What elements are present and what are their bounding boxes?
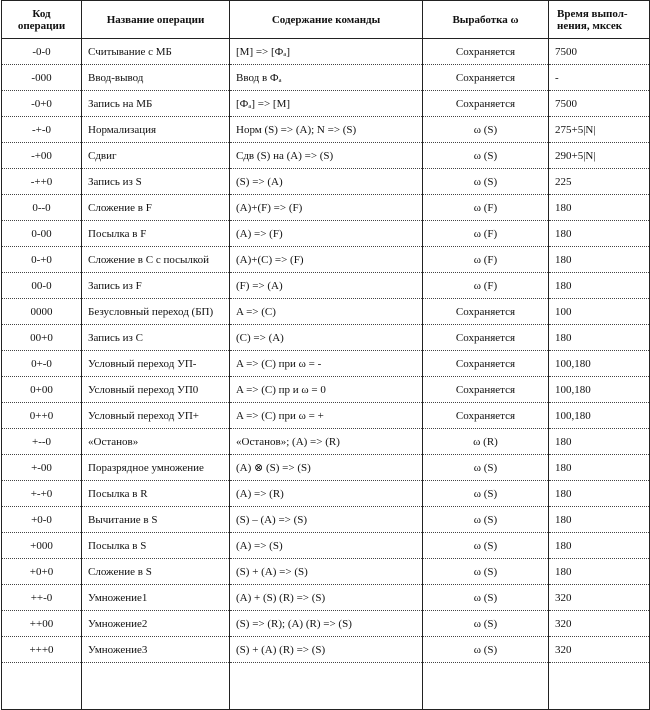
- cell-code: +0-0: [2, 507, 82, 533]
- cell-content: (A) => (R): [230, 481, 423, 507]
- header-row: [2, 1, 650, 39]
- cell-content: (S) => (A): [230, 169, 423, 195]
- table-row: [2, 221, 650, 247]
- cell-time: 100,180: [549, 377, 650, 403]
- cell-omega: ω (S): [423, 585, 549, 611]
- cell-content: (S) – (A) => (S): [230, 507, 423, 533]
- cell-time: 100: [549, 299, 650, 325]
- cell-content: A => (C) при ω = +: [230, 403, 423, 429]
- cell-name: Умножение2: [82, 611, 230, 637]
- cell-omega: Сохраняется: [423, 351, 549, 377]
- table-row: [2, 39, 650, 65]
- cell-content: [M] => [Фₐ]: [230, 39, 423, 65]
- cell-name: Умножение3: [82, 637, 230, 663]
- cell-omega: Сохраняется: [423, 299, 549, 325]
- cell-code: +-00: [2, 455, 82, 481]
- cell-name: Посылка в S: [82, 533, 230, 559]
- cell-content: (A) => (S): [230, 533, 423, 559]
- cell-omega: ω (S): [423, 117, 549, 143]
- cell-content: (A) ⊗ (S) => (S): [230, 455, 423, 481]
- cell-omega: ω (S): [423, 143, 549, 169]
- cell-content: A => (C): [230, 299, 423, 325]
- cell-content: (S) + (A) (R) => (S): [230, 637, 423, 663]
- empty-cell: [82, 663, 230, 710]
- cell-code: ++00: [2, 611, 82, 637]
- cell-time: 180: [549, 559, 650, 585]
- cell-name: Сдвиг: [82, 143, 230, 169]
- cell-time: 180: [549, 221, 650, 247]
- cell-code: 0000: [2, 299, 82, 325]
- cell-name: Ввод-вывод: [82, 65, 230, 91]
- cell-time: 180: [549, 481, 650, 507]
- cell-name: Условный переход УП-: [82, 351, 230, 377]
- table-row: [2, 637, 650, 663]
- cell-time: 100,180: [549, 351, 650, 377]
- table-row: [2, 273, 650, 299]
- cell-code: +++0: [2, 637, 82, 663]
- cell-time: -: [549, 65, 650, 91]
- table-header: [2, 1, 650, 39]
- cell-time: 180: [549, 273, 650, 299]
- header-content: Содержание команды: [230, 1, 423, 39]
- cell-time: 320: [549, 637, 650, 663]
- cell-name: Запись из F: [82, 273, 230, 299]
- cell-code: -+00: [2, 143, 82, 169]
- cell-name: Условный переход УП0: [82, 377, 230, 403]
- operations-table: [1, 0, 650, 710]
- cell-name: Нормализация: [82, 117, 230, 143]
- cell-code: 00+0: [2, 325, 82, 351]
- cell-code: -0+0: [2, 91, 82, 117]
- cell-time: 275+5|N|: [549, 117, 650, 143]
- table-row: [2, 611, 650, 637]
- table-row: [2, 65, 650, 91]
- cell-time: 180: [549, 195, 650, 221]
- header-time: Время выпол-нения, мксек: [549, 1, 650, 39]
- cell-content: (S) + (A) => (S): [230, 559, 423, 585]
- cell-time: 320: [549, 611, 650, 637]
- cell-time: 320: [549, 585, 650, 611]
- table-row: [2, 403, 650, 429]
- cell-name: Считывание с МБ: [82, 39, 230, 65]
- cell-omega: ω (F): [423, 195, 549, 221]
- empty-cell: [423, 663, 549, 710]
- cell-omega: Сохраняется: [423, 377, 549, 403]
- empty-cell: [549, 663, 650, 710]
- cell-content: Норм (S) => (A); N => (S): [230, 117, 423, 143]
- table-row: [2, 143, 650, 169]
- cell-content: (A) => (F): [230, 221, 423, 247]
- cell-name: Запись из С: [82, 325, 230, 351]
- cell-omega: ω (S): [423, 559, 549, 585]
- cell-time: 7500: [549, 91, 650, 117]
- cell-name: Сложение в F: [82, 195, 230, 221]
- cell-omega: Сохраняется: [423, 325, 549, 351]
- cell-content: A => (C) при ω = -: [230, 351, 423, 377]
- cell-time: 180: [549, 247, 650, 273]
- table-row: [2, 585, 650, 611]
- cell-content: «Останов»; (A) => (R): [230, 429, 423, 455]
- cell-name: «Останов»: [82, 429, 230, 455]
- empty-cell: [2, 663, 82, 710]
- cell-code: +000: [2, 533, 82, 559]
- cell-time: 225: [549, 169, 650, 195]
- cell-omega: ω (S): [423, 481, 549, 507]
- cell-name: Сложение в S: [82, 559, 230, 585]
- cell-omega: ω (S): [423, 533, 549, 559]
- cell-omega: ω (F): [423, 273, 549, 299]
- cell-code: 0+-0: [2, 351, 82, 377]
- table-row: [2, 507, 650, 533]
- cell-time: 7500: [549, 39, 650, 65]
- operations-table-document: [1, 0, 649, 693]
- table-row: [2, 429, 650, 455]
- header-omega: Выработка ω: [423, 1, 549, 39]
- cell-name: Посылка в R: [82, 481, 230, 507]
- cell-code: 0-00: [2, 221, 82, 247]
- cell-content: (A)+(C) => (F): [230, 247, 423, 273]
- cell-omega: Сохраняется: [423, 91, 549, 117]
- cell-name: Запись на МБ: [82, 91, 230, 117]
- cell-code: 0+00: [2, 377, 82, 403]
- table-row: [2, 533, 650, 559]
- table-row: [2, 169, 650, 195]
- cell-content: (S) => (R); (A) (R) => (S): [230, 611, 423, 637]
- header-name: Название операции: [82, 1, 230, 39]
- cell-omega: ω (S): [423, 637, 549, 663]
- table-row: [2, 559, 650, 585]
- cell-code: -+-0: [2, 117, 82, 143]
- table-body: [2, 39, 650, 710]
- cell-time: 180: [549, 533, 650, 559]
- table-row: [2, 195, 650, 221]
- cell-content: [Фₐ] => [M]: [230, 91, 423, 117]
- cell-code: 0--0: [2, 195, 82, 221]
- table-row: [2, 117, 650, 143]
- cell-omega: ω (S): [423, 611, 549, 637]
- cell-omega: Сохраняется: [423, 65, 549, 91]
- header-code: Код операции: [2, 1, 82, 39]
- cell-code: 00-0: [2, 273, 82, 299]
- cell-name: Посылка в F: [82, 221, 230, 247]
- table-row: [2, 351, 650, 377]
- table-row: [2, 325, 650, 351]
- cell-time: 290+5|N|: [549, 143, 650, 169]
- cell-code: -++0: [2, 169, 82, 195]
- cell-time: 180: [549, 325, 650, 351]
- cell-omega: ω (S): [423, 169, 549, 195]
- table-row: [2, 247, 650, 273]
- cell-name: Поразрядное умножение: [82, 455, 230, 481]
- cell-omega: ω (R): [423, 429, 549, 455]
- cell-code: ++-0: [2, 585, 82, 611]
- table-row: [2, 299, 650, 325]
- cell-content: (F) => (A): [230, 273, 423, 299]
- empty-row: [2, 663, 650, 710]
- empty-cell: [230, 663, 423, 710]
- cell-code: -0-0: [2, 39, 82, 65]
- cell-content: (A) + (S) (R) => (S): [230, 585, 423, 611]
- cell-content: Ввод в Фₐ: [230, 65, 423, 91]
- cell-omega: Сохраняется: [423, 403, 549, 429]
- cell-omega: ω (F): [423, 221, 549, 247]
- cell-content: Сдв (S) на (A) => (S): [230, 143, 423, 169]
- cell-name: Запись из S: [82, 169, 230, 195]
- cell-content: (A)+(F) => (F): [230, 195, 423, 221]
- table-row: [2, 377, 650, 403]
- cell-name: Условный переход УП+: [82, 403, 230, 429]
- cell-content: A => (C) пр и ω = 0: [230, 377, 423, 403]
- cell-time: 100,180: [549, 403, 650, 429]
- cell-code: +-+0: [2, 481, 82, 507]
- cell-code: -000: [2, 65, 82, 91]
- cell-omega: ω (S): [423, 455, 549, 481]
- cell-name: Сложение в С с посылкой: [82, 247, 230, 273]
- cell-name: Вычитание в S: [82, 507, 230, 533]
- cell-omega: ω (F): [423, 247, 549, 273]
- table-row: [2, 481, 650, 507]
- cell-time: 180: [549, 507, 650, 533]
- cell-content: (C) => (A): [230, 325, 423, 351]
- cell-code: 0++0: [2, 403, 82, 429]
- table-row: [2, 455, 650, 481]
- cell-time: 180: [549, 455, 650, 481]
- cell-code: +0+0: [2, 559, 82, 585]
- cell-code: +--0: [2, 429, 82, 455]
- cell-omega: ω (S): [423, 507, 549, 533]
- cell-time: 180: [549, 429, 650, 455]
- cell-omega: Сохраняется: [423, 39, 549, 65]
- cell-code: 0-+0: [2, 247, 82, 273]
- cell-name: Умножение1: [82, 585, 230, 611]
- table-row: [2, 91, 650, 117]
- cell-name: Безусловный переход (БП): [82, 299, 230, 325]
